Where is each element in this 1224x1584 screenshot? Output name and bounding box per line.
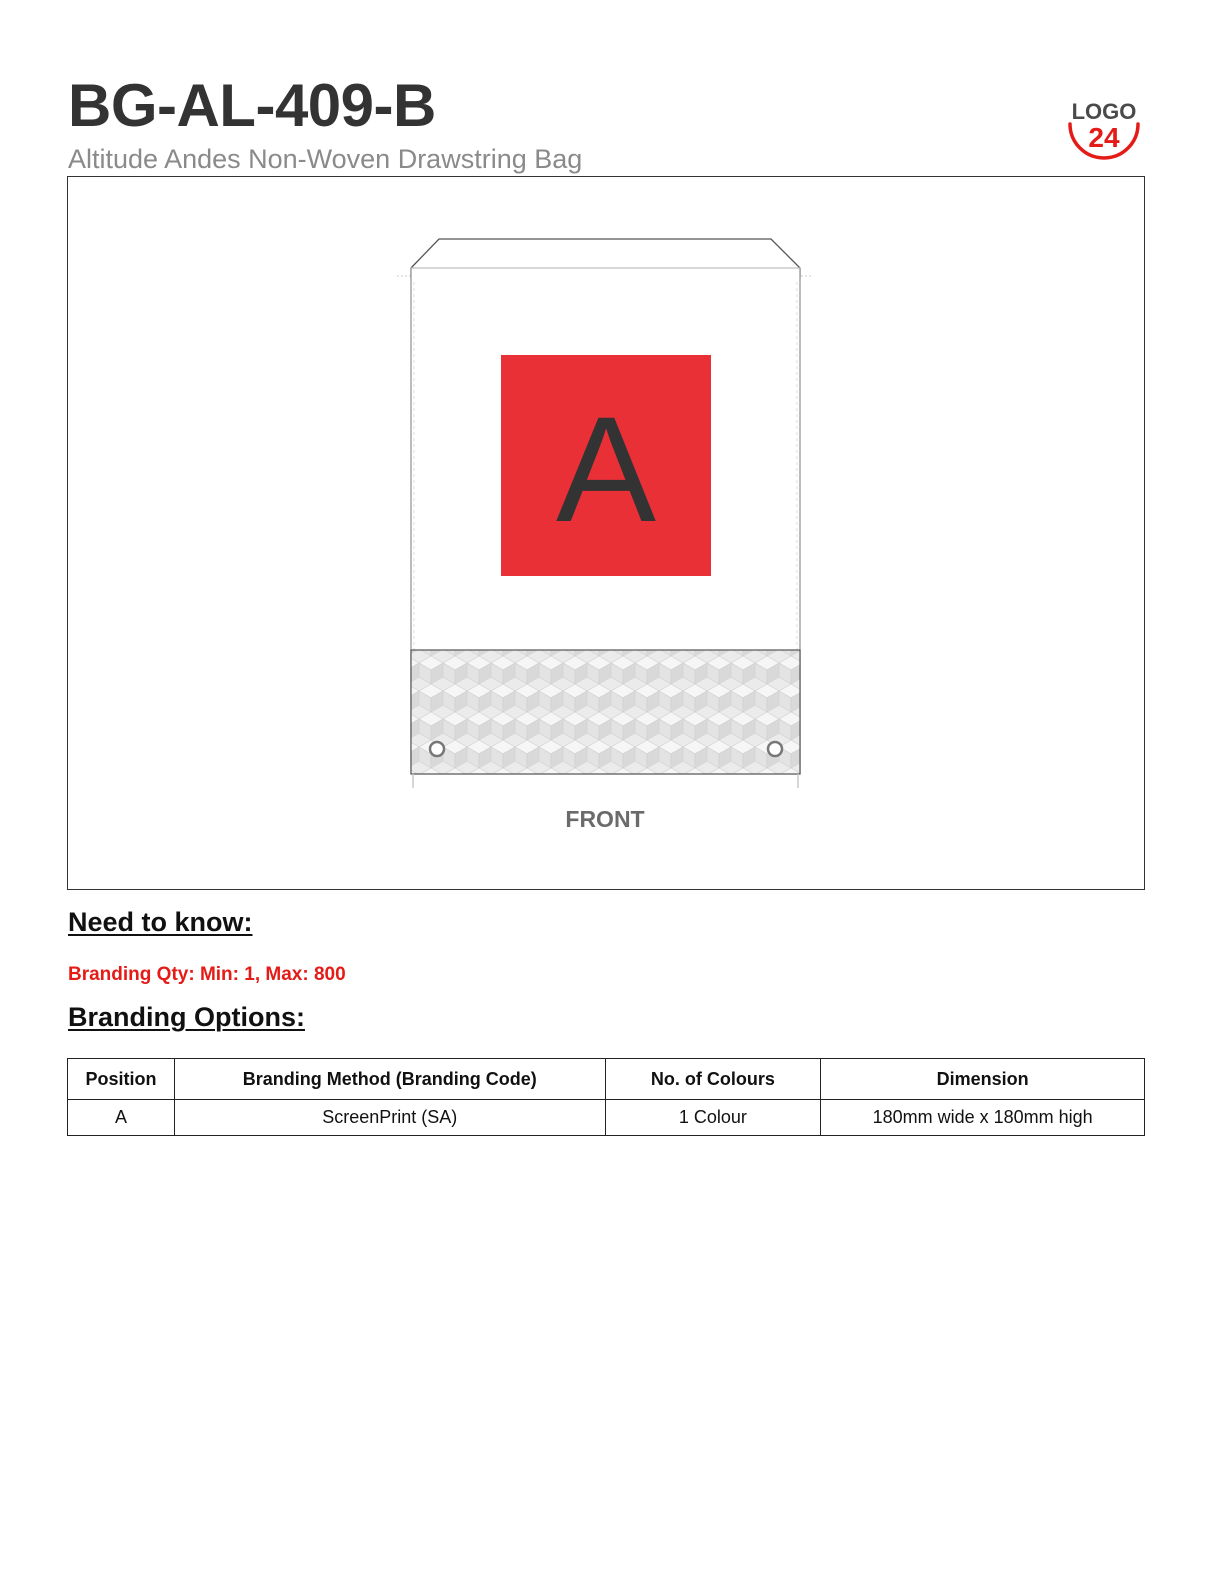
table-row	[68, 1100, 1145, 1136]
cell-dimension: 180mm wide x 180mm high	[821, 1100, 1145, 1136]
column-header-dimension: Dimension	[821, 1059, 1145, 1100]
column-header-position: Position	[68, 1059, 175, 1100]
table-header-row	[68, 1059, 1145, 1100]
branding-options-heading: Branding Options:	[68, 1002, 305, 1032]
view-label: FRONT	[565, 806, 645, 832]
logo-text-bottom: 24	[1088, 122, 1120, 153]
cell-method: ScreenPrint (SA)	[174, 1100, 605, 1136]
logo-text-top: LOGO	[1071, 99, 1137, 124]
cell-position: A	[68, 1100, 175, 1136]
branding-qty-note: Branding Qty: Min: 1, Max: 800	[68, 964, 346, 985]
print-area-position-a	[501, 355, 711, 576]
column-header-method: Branding Method (Branding Code)	[174, 1059, 605, 1100]
product-code: BG-AL-409-B	[68, 72, 436, 139]
cell-colours: 1 Colour	[605, 1100, 821, 1136]
product-name: Altitude Andes Non-Woven Drawstring Bag	[68, 144, 583, 174]
branding-options-table	[67, 1058, 1145, 1136]
column-header-colours: No. of Colours	[605, 1059, 821, 1100]
print-area-label: A	[555, 384, 657, 553]
need-to-know-heading: Need to know:	[68, 907, 253, 937]
logo24-logo	[1064, 88, 1144, 168]
